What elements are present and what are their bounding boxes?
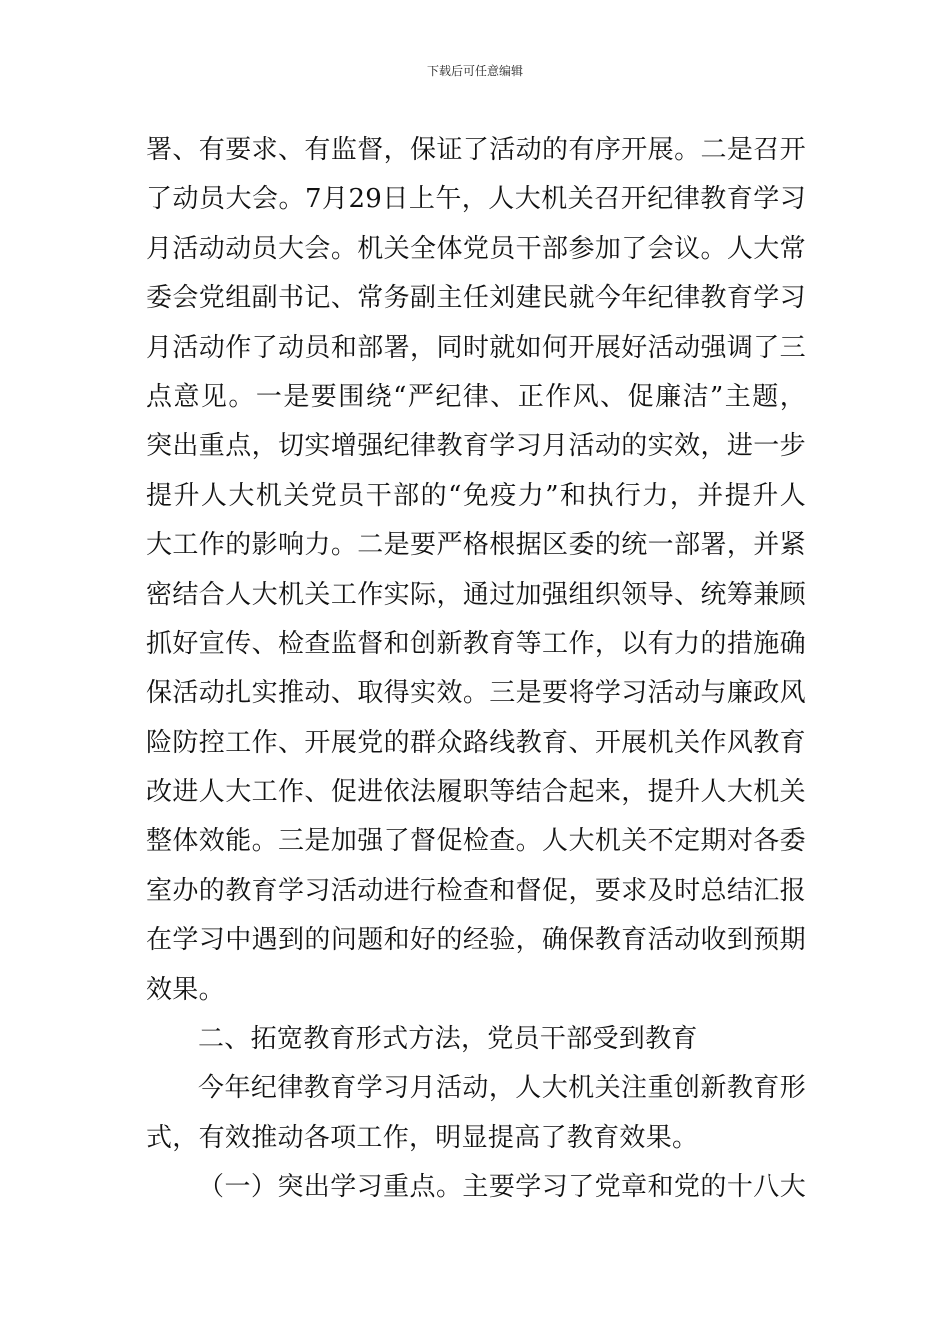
document-body xyxy=(146,126,806,1213)
text-line: 式，有效推动各项工作，明显提高了教育效果。 xyxy=(146,1122,699,1153)
text-line: （一）突出学习重点。主要学习了党章和党的十八大 xyxy=(198,1172,806,1203)
text-line: 效果。 xyxy=(146,974,225,1005)
text-line: 整体效能。三是加强了督促检查。人大机关不定期对各委 xyxy=(146,826,806,857)
text-line: 改进人大工作、促进依法履职等结合起来，提升人大机关 xyxy=(146,777,806,808)
text-line: 了动员大会。7月29日上午，人大机关召开纪律教育学习 xyxy=(146,184,806,215)
text-line: 今年纪律教育学习月活动，人大机关注重创新教育形 xyxy=(198,1073,806,1104)
text-line: 抓好宣传、检查监督和创新教育等工作，以有力的措施确 xyxy=(146,628,806,659)
text-line: 点意见。一是要围绕“严纪律、正作风、促廉洁”主题， xyxy=(146,381,806,412)
text-line: 月活动作了动员和部署，同时就如何开展好活动强调了三 xyxy=(146,332,806,363)
text-line: 室办的教育学习活动进行检查和督促，要求及时总结汇报 xyxy=(146,875,806,906)
text-line: 委会党组副书记、常务副主任刘建民就今年纪律教育学习 xyxy=(146,283,806,314)
text-line: 二、拓宽教育形式方法，党员干部受到教育 xyxy=(198,1024,698,1055)
text-line: 提升人大机关党员干部的“免疫力”和执行力，并提升人 xyxy=(146,480,806,511)
text-line: 大工作的影响力。二是要严格根据区委的统一部署，并紧 xyxy=(146,530,806,561)
text-line: 保活动扎实推动、取得实效。三是要将学习活动与廉政风 xyxy=(146,678,806,709)
text-line: 险防控工作、开展党的群众路线教育、开展机关作风教育 xyxy=(146,727,806,758)
text-line: 署、有要求、有监督，保证了活动的有序开展。二是召开 xyxy=(146,135,806,165)
text-line: 月活动动员大会。机关全体党员干部参加了会议。人大常 xyxy=(146,233,806,264)
text-line: 密结合人大机关工作实际，通过加强组织领导、统筹兼顾 xyxy=(146,579,806,610)
page-header: 下载后可任意编辑 xyxy=(426,64,523,78)
text-line: 突出重点，切实增强纪律教育学习月活动的实效，进一步 xyxy=(146,431,806,462)
text-line: 在学习中遇到的问题和好的经验，确保教育活动收到预期 xyxy=(146,925,806,956)
